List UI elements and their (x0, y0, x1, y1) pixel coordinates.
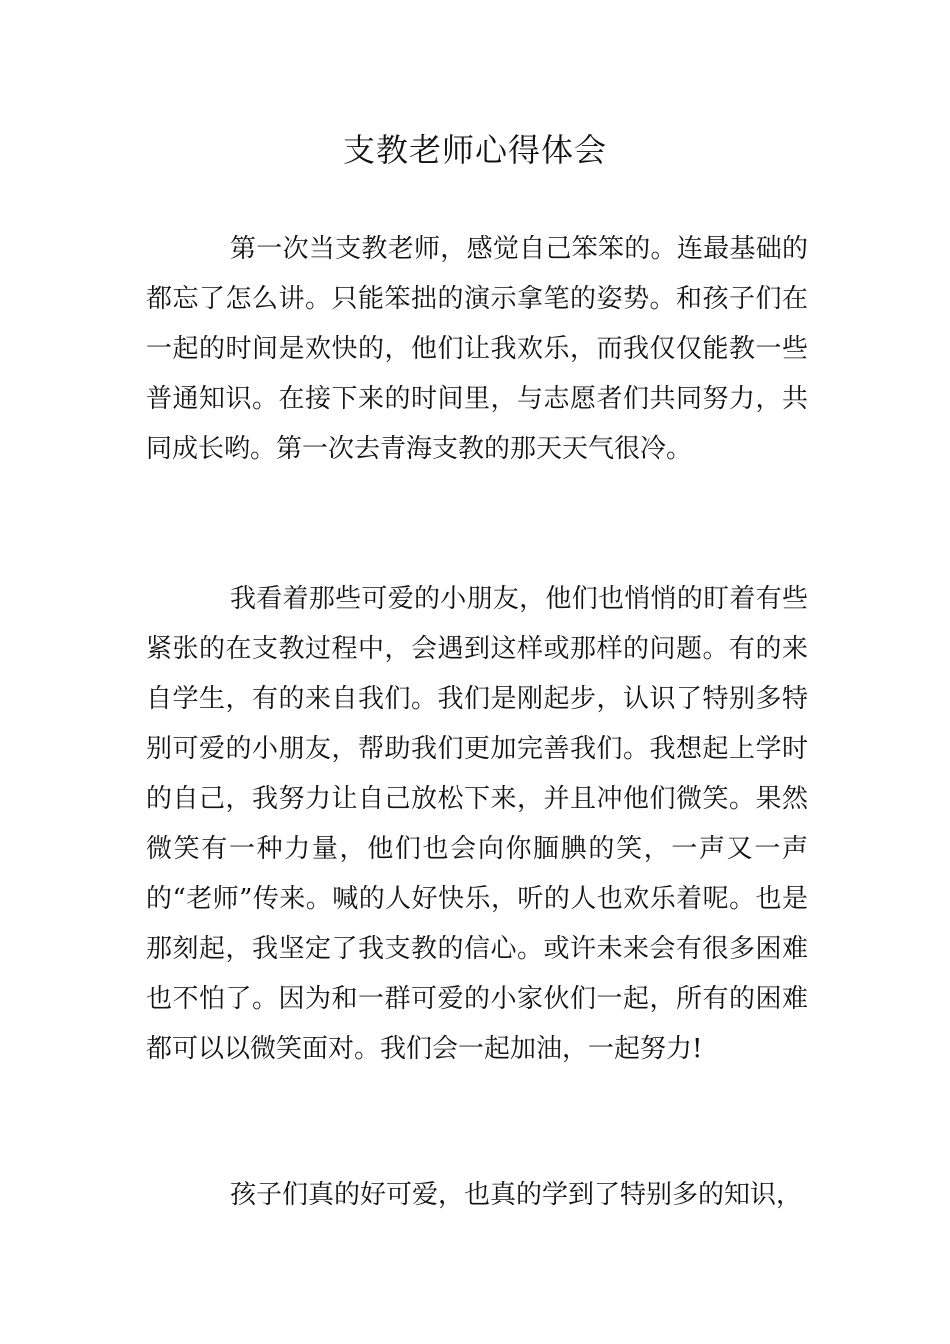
document-title: 支教老师心得体会 (342, 131, 607, 169)
paragraph-3: 孩子们真的好可爱，也真的学到了特别多的知识， (230, 1180, 803, 1210)
paragraph-2: 我看着那些可爱的小朋友，他们也悄悄的盯着有些紧张的在支教过程中，会遇到这样或那样的问题。有的来自学生，有的来自我们。我们是刚起步，认识了特别多特别可爱的小朋友，帮助我们更加完善我们。我想起上学时的自己，我努力让自己放松下来，并且冲他们微笑。果然微笑有一种力量，他们也会向你腼腆的笑，一声又一声的“老师”传来。喊的人好快乐，听的人也欢乐着呢。也是那刻起，我坚定了我支教的信心。或许未来会有很多困难也不怕了。因为和一群可爱的小家伙们一起，所有的困难都可以以微笑面对。我们会一起加油，一起努力! (146, 584, 808, 1064)
paragraph-1: 第一次当支教老师，感觉自己笨笨的。连最基础的都忘了怎么讲。只能笨拙的演示拿笔的姿势。和孩子们在一起的时间是欢快的，他们让我欢乐，而我仅仅能教一些普通知识。在接下来的时间里，与志愿者们共同努力，共同成长哟。第一次去青海支教的那天天气很冷。 (146, 234, 808, 464)
